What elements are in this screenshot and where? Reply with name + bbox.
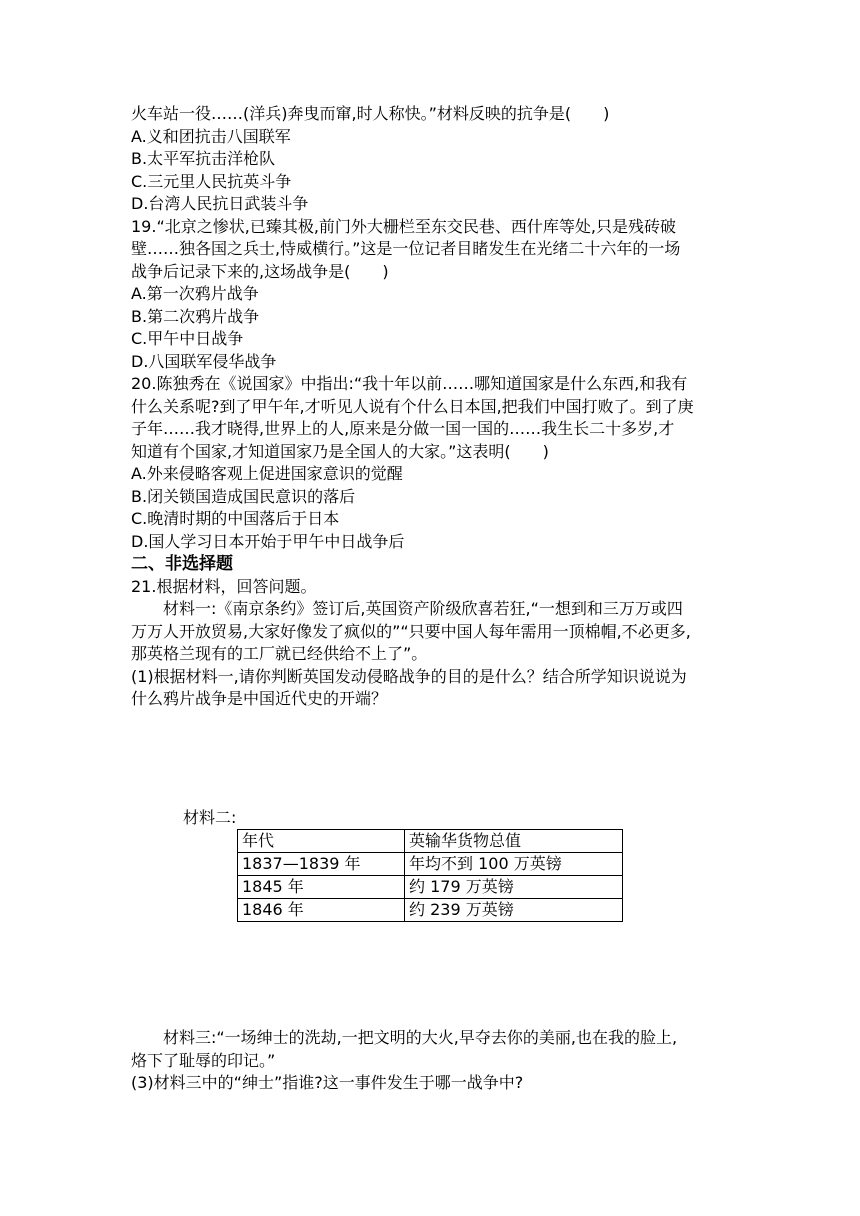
text-line: (1)根据材料一,请你判断英国发动侵略战争的目的是什么？结合所学知识说说为 [131,666,687,686]
table-cell: 约 239 万英镑 [405,899,623,922]
option-d: D.八国联军侵华战争 [131,351,277,371]
table-cell: 1846 年 [238,899,405,922]
option-c: C.晚清时期的中国落后于日本 [131,509,340,528]
table-header-cell: 英输华货物总值 [405,830,623,853]
material-three [131,1027,731,1072]
table-cell: 年均不到 100 万英镑 [405,853,623,876]
material-two-label: 材料二: [183,807,237,827]
sub-question-3: (3)材料三中的“绅士”指谁?这一事件发生于哪一战争中? [131,1073,524,1092]
trade-table [237,829,623,922]
answer-space [131,922,731,1027]
table-row [238,853,623,876]
table-cell: 约 179 万英镑 [405,876,623,899]
table-row [238,876,623,899]
option-d: D.国人学习日本开始于甲午中日战争后 [131,531,405,551]
option-d: D.台湾人民抗日武装斗争 [131,194,309,213]
text-line: 子年……我才晓得,世界上的人,原来是分做一国一国的……我生长二十多岁,才 [131,419,675,438]
option-c: C.甲午中日战争 [131,329,244,348]
option-a: A.义和团抗击八国联军 [131,126,291,146]
section-title: 二、非选择题 [131,554,233,574]
option-b: B.第二次鸦片战争 [131,306,260,326]
question-21-intro: 21.根据材料，回答问题。 [131,576,317,596]
text-line: 知道有个国家,才知道国家乃是全国人的大家。”这表明( ) [131,441,549,461]
text-line: 万万人开放贸易,大家好像发了疯似的”“只要中国人每年需用一顶棉帽,不必更多, [131,621,691,641]
text-line: 烙下了耻辱的印记。” [131,1050,276,1070]
option-c: C.三元里人民抗英斗争 [131,171,292,191]
text-line: 什么鸦片战争是中国近代史的开端？ [131,689,388,708]
text-line: 战争后记录下来的,这场战争是( ) [131,261,389,281]
question-19 [131,216,731,374]
text-line: 那英格兰现有的工厂就已经供给不上了”。 [131,644,428,663]
document-content [131,103,731,1095]
sub-question-1 [131,666,731,711]
text-line: 火车站一役……(洋兵)奔曳而窜,时人称快。”材料反映的抗争是( ) [131,104,610,123]
text-line: 什么关系呢?到了甲午年,才听见人说有个什么日本国,把我们中国打败了。到了庚 [131,396,694,416]
table-row [238,899,623,922]
table-cell: 1837—1839 年 [238,853,405,876]
table-cell: 1845 年 [238,876,405,899]
material-one [131,598,731,666]
option-a: A.第一次鸦片战争 [131,284,259,303]
text-line: 材料一:《南京条约》签订后,英国资产阶级欣喜若狂,“一想到和三万万或四 [163,599,683,618]
text-line: 19.“北京之惨状,已臻其极,前门外大栅栏至东交民巷、西什库等处,只是残砖破 [131,216,676,236]
answer-space [131,711,731,807]
option-b: B.太平军抗击洋枪队 [131,149,276,168]
table-header-row [238,830,623,853]
question-20 [131,373,731,553]
question-18-continuation [131,103,731,216]
option-b: B.闭关锁国造成国民意识的落后 [131,486,356,506]
text-line: 壁……独各国之兵士,恃威横行。”这是一位记者目睹发生在光绪二十六年的一场 [131,239,681,258]
text-line: 20.陈独秀在《说国家》中指出:“我十年以前……哪知道国家是什么东西,和我有 [131,374,688,393]
text-line: 材料三:“一场绅士的洗劫,一把文明的大火,早夺去你的美丽,也在我的脸上, [163,1028,678,1047]
table-header-cell: 年代 [238,830,405,853]
option-a: A.外来侵略客观上促进国家意识的觉醒 [131,464,403,483]
